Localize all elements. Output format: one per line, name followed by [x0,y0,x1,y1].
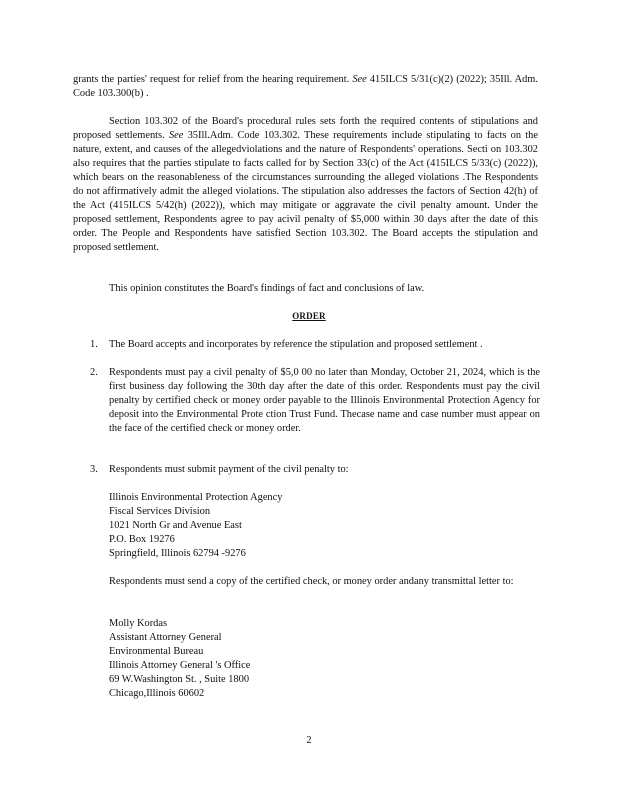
order-item-text: The Board accepts and incorporates by reference the stipulation and proposed settlement . [109,339,483,350]
address-line: 69 W.Washington St. , Suite 1800 [109,674,250,685]
page-number: 2 [306,735,312,746]
order-item-text: Respondents must pay a civil penalty of $5,0 00 no later than Monday, October 21, 2024, which is the first business day following the 30th day after the date of this order. Respondents must pay the civil penalty by certified check or money order payable to the Illinois Environmental Protection Agency for deposit into the Environmental Prote ction Trust Fund. Thecase name and case number must appear on the face of the certified check or money order. [109,367,540,434]
address-line: 1021 North Gr and Avenue East [109,520,242,531]
order-item-3 [90,463,540,477]
copy-instruction-text: Respondents must send a copy of the certified check, or money order andany transmittal letter to: [109,576,514,587]
p2-text-a: Section 103.302 of the Board's procedural rules sets forth the required contents of stipulations and proposed settlements. [73,116,538,141]
copy-instruction [109,575,529,589]
address-line: Assistant Attorney General [109,632,222,643]
findings-text: This opinion constitutes the Board's findings of fact and conclusions of law. [109,283,425,294]
order-item-text: Respondents must submit payment of the civil penalty to: [109,464,349,475]
paragraph-hearing [73,73,538,101]
paragraph-procedural-rules [73,115,538,255]
address-line: Illinois Attorney General 's Office [109,660,251,671]
see-signal: See [352,74,367,85]
address-line: Environmental Bureau [109,646,204,657]
p2-text-b: 35Ill.Adm. Code 103.302. These requirements include stipulating to facts on the nature, extent, and causes of the allegedviolations and the nature of Respondents' operations. Secti on 103.302 also requires that the parties stipulate to facts called for by Section 33(c) of the Act (415ILCS 5/33(c) (2022)), which bears on the reasonableness of the circumstances surrounding the alleged violations .The Respondents do not affirmatively admit the alleged violations. The stipulation also addresses the factors of Section 42(h) of the Act (415ILCS 5/42(h) (2022)), which may mitigate or aggravate the civil penalty amount. Under the proposed settlement, Respondents agree to pay acivil penalty of $5,000 within 30 days after the date of this order. The People and Respondents have satisfied Section 103.302. The Board accepts the stipulation and proposed settlement. [73,130,538,253]
address-line: Springfield, Illinois 62794 -9276 [109,548,246,559]
order-heading: ORDER [292,311,326,321]
see-signal: See [168,130,184,141]
address-line: Chicago,Illinois 60602 [109,688,205,699]
order-item-1 [90,338,540,352]
address-line: Illinois Environmental Protection Agency [109,492,283,503]
order-item-number: 2. [90,367,98,378]
payment-address [109,491,282,561]
order-item-2 [90,366,540,436]
address-line: P.O. Box 19276 [109,534,175,545]
p1-citation: 415ILCS 5/31(c)(2) (2022); 35Ill. Adm. Code 103.300(b) . [73,74,538,99]
address-line: Fiscal Services Division [109,506,211,517]
address-line: Molly Kordas [109,618,168,629]
paragraph-findings [73,282,538,296]
attorney-address [109,617,250,701]
order-item-number: 1. [90,339,98,350]
p1-text: grants the parties' request for relief from the hearing requirement. [73,74,350,85]
order-item-number: 3. [90,464,98,475]
